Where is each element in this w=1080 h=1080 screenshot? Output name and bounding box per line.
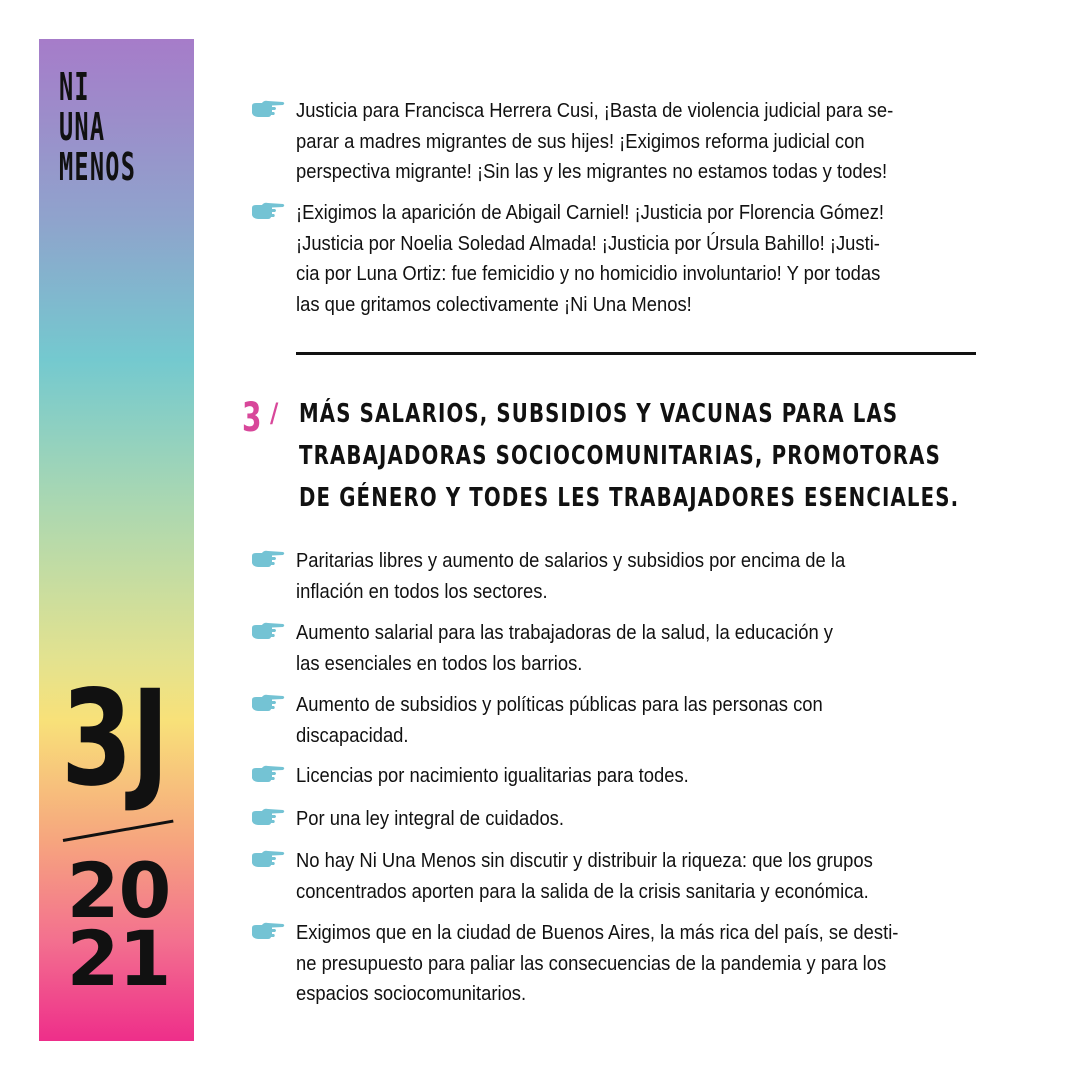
list-item-text: Aumento de subsidios y políticas públicas para las personas con discapacidad. [296,694,823,747]
list-item [250,618,990,679]
brand-line-2: UNA [59,105,106,149]
list-item [250,761,990,792]
pointing-hand-icon [250,807,286,827]
section-divider [296,352,976,355]
pointing-hand-icon [250,201,286,221]
pointing-hand-icon [250,99,286,119]
list-item [250,546,990,607]
section-title-line-2: TRABAJADORAS SOCIOCOMUNITARIAS, PROMOTORAS [299,441,941,471]
list-item-text: No hay Ni Una Menos sin discutir y distribuir la riqueza: que los grupos concentrados aporten para la salida de la crisis sanitaria y económica. [296,850,873,903]
brand-line-1: NI [59,65,90,109]
list-item-text: Justicia para Francisca Herrera Cusi, ¡Basta de violencia judicial para se- parar a madres migrantes de sus hijes! ¡Exigimos reforma judicial con perspectiva migrante! ¡Sin las y les migrantes no estamos todas y todes! [296,100,894,183]
date-code: 3J [61,662,168,816]
list-item-text: Licencias por nacimiento igualitarias para todes. [296,765,689,787]
pointing-hand-icon [250,621,286,641]
section-title-line-1: MÁS SALARIOS, SUBSIDIOS Y VACUNAS PARA LAS [299,399,899,429]
brand-name [59,67,136,187]
section-number-slash: / [270,398,279,431]
pointing-hand-icon [250,921,286,941]
list-item-text: Por una ley integral de cuidados. [296,808,565,830]
pointing-hand-icon [250,764,286,784]
list-item [250,804,990,835]
pointing-hand-icon [250,549,286,569]
list-item [250,96,990,188]
list-item [250,198,990,320]
year-line-2: 21 [66,914,171,1003]
list-item [250,690,990,751]
section-title [299,393,960,519]
sidebar-banner [39,39,194,1041]
year [61,846,176,1003]
list-item [250,846,990,907]
date-divider [63,820,174,842]
pointing-hand-icon [250,849,286,869]
list-item-text: Paritarias libres y aumento de salarios y subsidios por encima de la inflación en todos los sectores. [296,550,846,603]
pointing-hand-icon [250,693,286,713]
list-item-text: Aumento salarial para las trabajadoras de la salud, la educación y las esenciales en todos los barrios. [296,622,833,675]
list-item-text: Exigimos que en la ciudad de Buenos Aires, la más rica del país, se desti- ne presupuesto para paliar las consecuencias de la pandemia y para los espacios sociocomunitarios. [296,922,899,1005]
section-title-line-3: DE GÉNERO Y TODES LES TRABAJADORES ESENCIALES. [299,483,960,513]
section-number: 3 [242,395,262,441]
year-line-1: 20 [66,846,171,935]
list-item [250,918,990,1010]
list-item-text: ¡Exigimos la aparición de Abigail Carniel! ¡Justicia por Florencia Gómez! ¡Justicia por Noelia Soledad Almada! ¡Justicia por Úrsula Bahillo! ¡Justi- cia por Luna Ortiz: fue femicidio y no homicidio involuntario! Y por todas las que gritamos colectivamente ¡Ni Una Menos! [296,202,885,316]
brand-line-3: MENOS [59,145,137,189]
